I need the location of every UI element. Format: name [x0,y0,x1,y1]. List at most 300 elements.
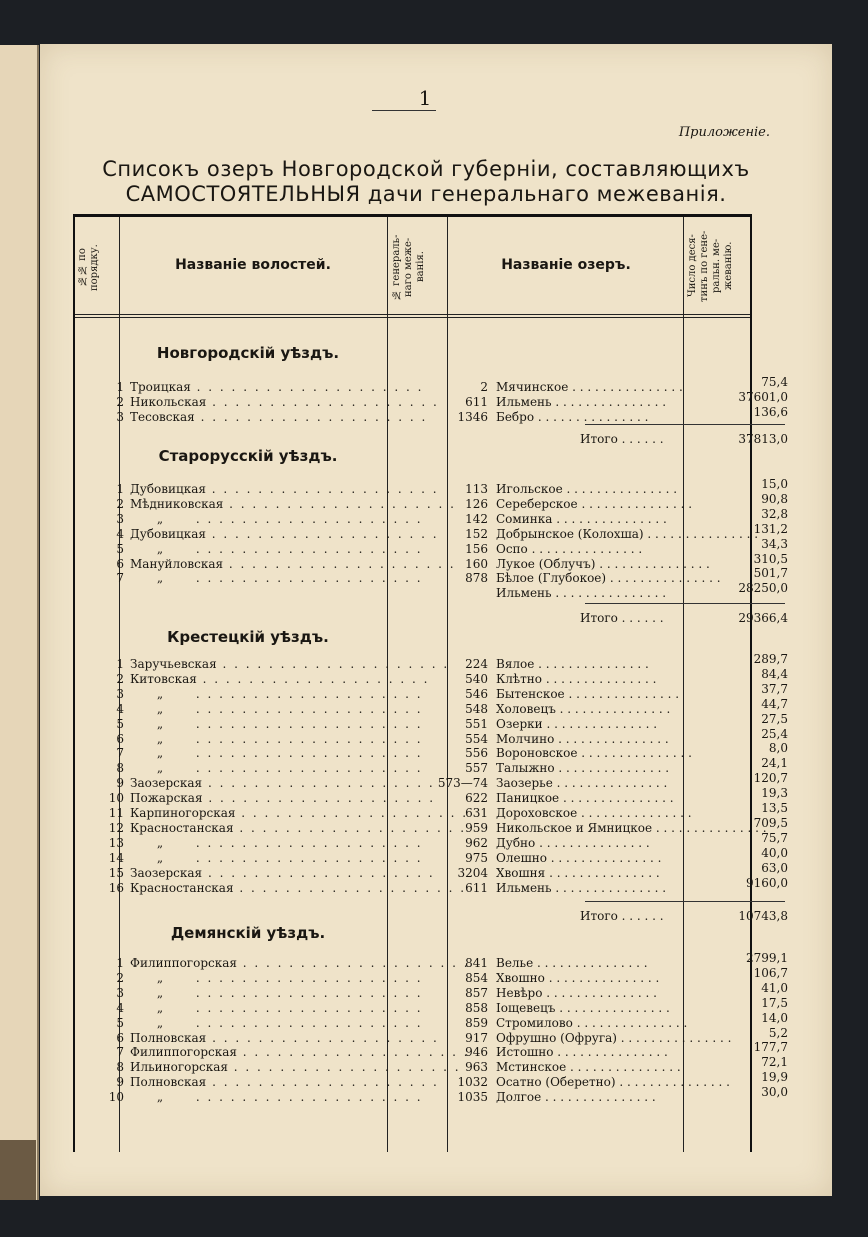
row-number: 7 [116,1045,124,1060]
lake-label: Заозерье [496,776,553,791]
column-header-area: Число деся- тинъ по гене- ральн. ме- жеванiю. [687,230,734,302]
row-number: 4 [116,701,124,716]
lake-label: Офрушно (Офруга) [496,1030,617,1045]
volost-name [130,746,423,761]
row-number: 1 [116,657,124,671]
survey-number: 1032 [457,1075,488,1090]
volost-name [130,835,423,851]
leader-dots: . . . . . . . . . . . . . . . [554,731,669,746]
volost-label: Ильиногорская [130,1060,228,1075]
leader-dots: . . . . . . . . . . . . . . . [564,686,680,701]
lake-area: 37601,0 [738,389,788,404]
leader-dots: . . . . . . . . . . . . . . . [552,776,668,791]
lake-label: Ильмень [496,880,552,895]
lake-name [496,410,726,425]
leader-dots: . . . . . . . . . . . . . . . [542,671,657,686]
lake-area: 17,5 [761,995,788,1010]
volost-name [130,541,423,557]
lake-name [496,717,726,732]
volost-label: „ [156,1000,164,1015]
leader-dots: . . . . . . . . . . . . . . . [551,880,667,895]
total-word: Итого [580,432,618,446]
leader-dots: . . . . . . . . . . . . . . . [546,850,662,865]
lake-area: 289,7 [753,652,788,666]
leader-dots: . . . . . . . . . . . . . . . . . . . . [190,701,423,716]
row-number: 3 [116,985,124,1000]
volost-name [130,956,470,971]
total-word: Итого [580,909,618,923]
volost-name [130,865,435,881]
lake-name [496,1075,730,1090]
volost-name [130,1015,423,1031]
lake-name [496,732,726,747]
lake-label: Осатно (Оберетно) [496,1075,616,1090]
leader-dots: . . . . . . . . . . . . . . . . . . . . [190,511,423,526]
lake-name [496,1060,726,1075]
volost-label: Пожарская [130,791,203,806]
total-value: 37813,0 [738,432,788,446]
leader-dots: . . . . . . . . . . . . . . . . . . . . [190,1090,423,1105]
lake-name [496,1030,732,1046]
volost-label: Троицкая [130,380,191,394]
leader-dots: . . . . . . [617,909,664,923]
volost-label: Никольская [130,394,207,409]
lake-name [496,512,726,527]
lake-area: 37,7 [761,681,788,696]
lake-label: Оспо [496,541,528,556]
row-number: 8 [116,761,124,776]
lake-label: Дубно [496,835,536,850]
leader-dots: . . . . . . . . . . . . . . . . . . . . [202,791,436,806]
total-rule [585,424,785,425]
leader-dots: . . . . . . . . . . . . . . . [541,1090,656,1105]
volost-label: „ [156,835,164,850]
leader-dots: . . . . . . . . . . . . . . . . . . . . [190,1015,423,1030]
leader-dots: . . . . . . . . . . . . . . . [535,835,650,850]
leader-dots: . . . . . . . . . . . . . . . . . . . . [202,776,435,791]
lake-label: Хвошня [496,865,546,880]
volost-name [130,970,423,986]
lake-label: Ильмень [496,586,552,601]
leader-dots: . . . . . . . . . . . . . . . [555,701,671,716]
lake-area: 24,1 [761,756,788,771]
lake-area: 709,5 [753,815,788,830]
row-number: 6 [116,1030,124,1045]
page-number-rule [372,110,436,111]
lake-name [496,571,726,586]
lake-label: Дороховское [496,806,578,820]
column-header-lake: Названiе озеръ. [501,257,631,273]
volost-name [130,1000,423,1016]
lake-name [496,820,767,836]
document-title-line-2: САМОСТОЯТЕЛЬНЫЯ дачи генеральнаго межеванiя. [125,182,727,206]
lake-area: 25,4 [761,726,788,741]
lake-area: 75,4 [761,375,788,389]
total-word: Итого [580,611,618,625]
lake-area: 9160,0 [746,875,788,890]
volost-label: „ [156,731,164,746]
survey-number: 3204 [457,865,488,880]
volost-name [130,850,423,866]
lake-name [496,851,726,866]
leader-dots: . . . . . . . . . . . . . . . [577,496,693,511]
lake-label: Соминка [496,511,553,526]
leader-dots: . . . . . . . . . . . . . . . [559,791,674,806]
lake-name [496,986,726,1001]
survey-number: 841 [465,956,488,970]
leader-dots: . . . . . . . . . . . . . . . . . . . . [235,806,469,820]
survey-number: 551 [465,716,488,731]
lake-label: Бѣлое (Глубокое) [496,571,607,586]
lake-area: 14,0 [761,1010,788,1025]
leader-dots: . . . . . . . . . . . . . . . . . . . . [233,820,467,835]
county-heading: Крестецкiй уѣздъ. [167,628,329,646]
lake-name [496,1090,726,1105]
volost-label: Заозерская [130,776,203,791]
leader-dots: . . . . . . . . . . . . . . . [542,716,658,731]
lake-name [496,586,726,601]
lake-label: Бебро [496,409,535,424]
survey-number: 156 [465,541,488,556]
adjacent-page-edge [0,45,39,1200]
lake-name [496,687,726,702]
lake-area: 63,0 [761,860,788,875]
row-number: 2 [116,671,124,686]
leader-dots: . . . . . . . . . . . . . . . [566,1060,681,1075]
survey-number: 854 [465,970,488,985]
column-header-volost: Названiе волостей. [175,257,331,273]
volost-label: Полновская [130,1075,207,1090]
leader-dots: . . . . . . . . . . . . . . . [552,511,667,526]
survey-number: 573—74 [437,776,488,791]
volost-name [130,496,456,512]
leader-dots: . . . . . . . . . . . . . . . . . . . . [205,482,439,496]
lake-label: Игольское [496,482,563,496]
lake-area: 32,8 [761,506,788,521]
lake-area: 44,7 [761,696,788,711]
volost-label: Заручьевская [130,657,217,671]
volost-name [130,701,423,717]
leader-dots: . . . . . . . . . . . . . . . . . . . . [206,394,439,409]
row-number: 6 [116,556,124,571]
volost-name [130,716,423,732]
lake-label: Стромилово [496,1015,573,1030]
county-heading: Демянскiй уѣздъ. [170,924,326,942]
lake-name [496,836,726,851]
leader-dots: . . . . . . . . . . . . . . . . . . . . [206,1075,439,1090]
row-number: 4 [116,526,124,541]
survey-number: 113 [465,482,488,496]
leader-dots: . . . . . . . . . . . . . . . [652,820,767,835]
leader-dots: . . . . . . . . . . . . . . . . . . . . [190,731,423,746]
lake-label: Молчино [496,731,555,746]
lake-area: 2799,1 [746,951,788,965]
survey-number: 160 [465,556,488,571]
survey-number: 878 [465,571,488,586]
volost-name [130,380,424,395]
lake-area: 41,0 [761,980,788,995]
row-number: 16 [108,880,124,895]
survey-number: 554 [465,731,488,746]
lake-area: 310,5 [753,551,788,566]
volost-name [130,526,439,542]
leader-dots: . . . . . . . . . . . . . . . [562,482,678,496]
lake-name [496,761,726,776]
leader-dots: . . . . . . . . . . . . . . . . . . . . [190,835,423,850]
leader-dots: . . . . . . . . . . . . . . . . . . . . [223,496,456,511]
volost-name [130,394,439,410]
volost-name [130,1045,470,1060]
survey-number: 631 [465,806,488,820]
lake-label: Долгое [496,1090,542,1105]
leader-dots: . . . . . . . . . . . . . . . [527,541,643,556]
row-number: 3 [116,686,124,701]
lake-area: 30,0 [761,1085,788,1100]
lake-area: 501,7 [753,566,788,581]
volost-label: Филиппогорская [130,1045,237,1060]
leader-dots: . . . . . . . . . . . . . . . . . . . . [202,865,435,880]
row-number: 7 [116,746,124,761]
leader-dots: . . . . . . . . . . . . . . . . . . . . [190,716,423,731]
row-number: 11 [108,806,124,820]
leader-dots: . . . . . . . . . . . . . . . [534,657,649,671]
volost-label: Мѣдниковская [130,496,224,511]
leader-dots: . . . . . . . . . . . . . . . . . . . . [190,571,423,586]
leader-dots: . . . . . . . . . . . . . . . [615,1075,730,1090]
county-heading: Новгородскiй уѣздъ. [156,344,340,362]
survey-number: 963 [465,1060,488,1075]
volost-label: Заозерская [130,865,203,880]
volost-name [130,511,423,527]
lake-area: 19,3 [761,786,788,801]
survey-number: 858 [465,1000,488,1015]
lake-label: Хвошно [496,970,545,985]
leader-dots: . . . . . . . . . . . . . . . [616,1030,732,1045]
lake-label: Невѣро [496,985,543,1000]
volost-name [130,1090,423,1105]
lake-label: Ильмень [496,394,552,409]
lake-label: Вялое [496,657,535,671]
leader-dots: . . . . . . . . . . . . . . . [551,586,667,601]
lake-area: 136,6 [753,404,788,419]
total-value: 29366,4 [738,611,788,625]
lake-name [496,702,726,717]
leader-dots: . . . . . . . . . . . . . . . . . . . . [190,761,423,776]
volost-label: Дубовицкая [130,526,206,541]
volost-label: „ [156,761,164,776]
leader-dots: . . . . . . . . . . . . . . . . . . . . [223,556,456,571]
lake-label: Iощевецъ [496,1000,556,1015]
survey-number: 1346 [457,409,488,424]
leader-dots: . . . . . . . . . . . . . . . [553,1045,668,1060]
volost-label: „ [156,746,164,761]
row-number [88,586,124,601]
volost-label: Полновская [130,1030,207,1045]
lake-area: 34,3 [761,536,788,551]
leader-dots: . . . . . . . . . . . . . . . [577,746,692,761]
survey-number: 546 [465,686,488,701]
survey-number: 962 [465,835,488,850]
volost-label: Красностанская [130,820,234,835]
lake-name [496,791,726,806]
lake-label: Талыжно [496,761,555,776]
document-title-line-1: Списокъ озеръ Новгородской губернiи, составляющихъ [102,157,750,181]
survey-number: 556 [465,746,488,761]
volost-name [130,731,423,747]
volost-label: „ [156,571,164,586]
lake-area: 8,0 [768,741,788,756]
row-number: 1 [116,482,124,496]
volost-name [130,482,439,497]
row-number: 5 [116,1015,124,1030]
leader-dots: . . . . . . . . . . . . . . . [542,985,657,1000]
total-rule [585,603,785,604]
volost-name [130,776,435,791]
lake-label: Вороновское [496,746,578,761]
leader-dots: . . . . . . [617,611,664,625]
row-number: 1 [116,956,124,970]
lake-label: Добрынское (Колохша) [496,526,644,541]
lake-name [496,395,726,410]
volost-label: „ [156,970,164,985]
row-number: 10 [108,1090,124,1105]
leader-dots: . . . . . . . . . . . . . . . . . . . . [194,409,428,424]
lake-name [496,526,759,542]
leader-dots: . . . . . . . . . . . . . . . [551,394,667,409]
row-number: 15 [108,865,124,880]
row-number: 2 [116,394,124,409]
volost-name [130,686,423,702]
survey-number: 946 [465,1045,488,1060]
survey-number: 622 [465,791,488,806]
lake-area: 72,1 [761,1055,788,1070]
lake-label: Бытенское [496,686,565,701]
row-number: 9 [116,1075,124,1090]
leader-dots: . . . . . . . . . . . . . . . . . . . . [233,880,467,895]
volost-name [130,806,469,821]
lake-name [496,1045,726,1060]
survey-number: 126 [465,496,488,511]
volost-label: „ [156,541,164,556]
lake-area: 15,0 [761,477,788,491]
survey-number: 859 [465,1015,488,1030]
row-number: 1 [116,380,124,394]
leader-dots: . . . . . . . . . . . . . . . [545,865,660,880]
lake-name [496,971,726,986]
total-rule [585,901,785,902]
lake-area: 13,5 [761,801,788,815]
volost-label: „ [156,850,164,865]
volost-name [130,761,423,776]
leader-dots: . . . . . . . . . . . . . . . [643,526,759,541]
leader-dots: . . . . . . . . . . . . . . . . . . . . [206,1030,439,1045]
survey-number: 152 [465,526,488,541]
lake-name [496,542,726,557]
lake-name [496,657,726,672]
leader-dots: . . . . . . . . . . . . . . . . . . . . [236,956,470,970]
lake-name [496,866,726,881]
volost-name [130,586,400,601]
total-label [580,432,720,447]
survey-number: 1035 [457,1090,488,1105]
total-label [580,611,720,626]
volost-label: „ [156,1015,164,1030]
lake-area: 40,0 [761,845,788,860]
survey-number: 857 [465,985,488,1000]
lake-name [496,497,726,512]
leader-dots: . . . . . . . . . . . . . . . [577,806,692,820]
survey-number: 548 [465,701,488,716]
row-number: 3 [116,409,124,424]
survey-number: 224 [465,657,488,671]
page-number: 1 [418,86,432,110]
lake-name [496,746,726,761]
survey-number [402,586,488,601]
lake-label: Клѣтно [496,671,543,686]
lake-area: 106,7 [753,965,788,980]
document-page [40,44,832,1196]
survey-number: 142 [465,511,488,526]
row-number: 5 [116,541,124,556]
survey-number: 2 [480,380,488,394]
volost-label: Китовская [130,671,197,686]
volost-label: „ [156,985,164,1000]
row-number: 5 [116,716,124,731]
leader-dots: . . . . . . . . . . . . . . . . . . . . [190,746,423,761]
row-number: 6 [116,731,124,746]
total-label [580,909,720,924]
survey-number: 975 [465,850,488,865]
lake-area: 75,7 [761,830,788,845]
lake-label: Холовецъ [496,701,556,716]
lake-name [496,1016,726,1031]
leader-dots: . . . . . . . . . . . . . . . [568,380,683,394]
lake-name [496,806,726,821]
leader-dots: . . . . . . . . . . . . . . . . . . . . [190,1000,423,1015]
lake-label: Паницкое [496,791,560,806]
survey-number: 917 [465,1030,488,1045]
volost-name [130,556,456,572]
lake-label: Озерки [496,716,543,731]
leader-dots: . . . . . . . . . . . . . . . . . . . . [190,985,423,1000]
leader-dots: . . . . . . . . . . . . . . . [554,761,670,776]
leader-dots: . . . . . . [617,432,664,446]
lake-name [496,672,726,687]
volost-name [130,985,423,1001]
lake-name [496,482,726,497]
lake-area: 5,2 [768,1025,788,1040]
volost-label: Тесовская [130,409,195,424]
row-number: 14 [108,850,124,865]
leader-dots: . . . . . . . . . . . . . . . [533,956,648,970]
leader-dots: . . . . . . . . . . . . . . . [544,970,660,985]
leader-dots: . . . . . . . . . . . . . . . . . . . . [190,850,423,865]
volost-name [130,820,467,836]
lake-name [496,557,726,572]
volost-name [130,409,428,425]
lake-name [496,881,726,896]
volost-name [130,1030,439,1046]
lake-name [496,956,726,971]
volost-name [130,571,423,586]
leader-dots: . . . . . . . . . . . . . . . . . . . . [190,970,423,985]
leader-dots: . . . . . . . . . . . . . . . . . . . . [227,1060,461,1075]
row-number: 9 [116,776,124,791]
volost-label: „ [156,701,164,716]
leader-dots: . . . . . . . . . . . . . . . . . . . . [190,686,423,701]
lake-area: 177,7 [753,1040,788,1055]
row-number: 3 [116,511,124,526]
